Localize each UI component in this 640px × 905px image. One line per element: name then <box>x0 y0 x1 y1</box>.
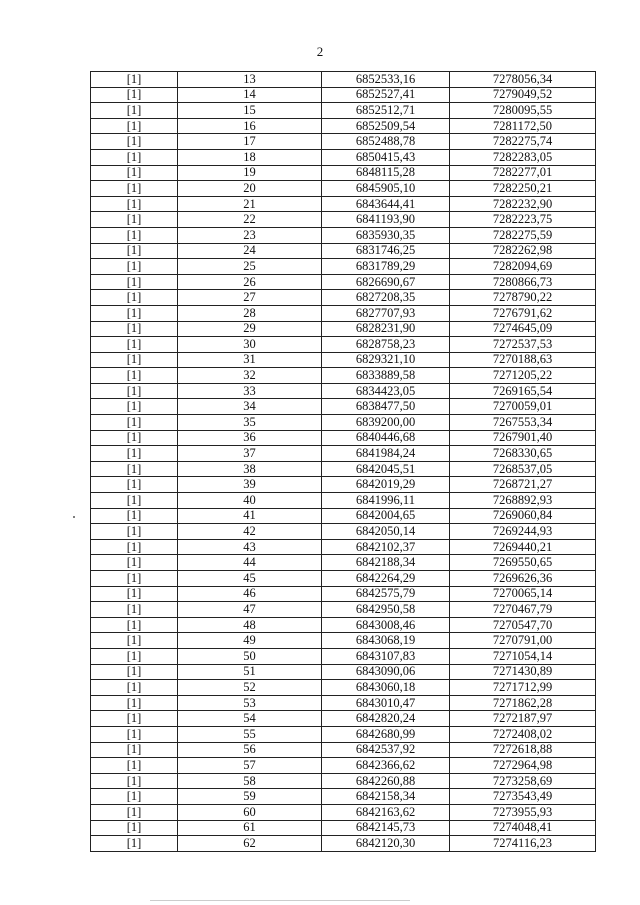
point-number-cell: 54 <box>178 711 322 727</box>
reference-cell: [1] <box>91 430 178 446</box>
table-row <box>91 602 596 618</box>
table-row <box>91 758 596 774</box>
point-number-cell: 16 <box>178 118 322 134</box>
y-coordinate-cell: 7278790,22 <box>450 290 596 306</box>
y-coordinate-cell: 7278056,34 <box>450 72 596 88</box>
x-coordinate-cell: 6828758,23 <box>322 337 450 353</box>
point-number-cell: 51 <box>178 664 322 680</box>
table-row <box>91 134 596 150</box>
y-coordinate-cell: 7272408,02 <box>450 726 596 742</box>
point-number-cell: 50 <box>178 648 322 664</box>
point-number-cell: 29 <box>178 321 322 337</box>
y-coordinate-cell: 7270059,01 <box>450 399 596 415</box>
x-coordinate-cell: 6829321,10 <box>322 352 450 368</box>
x-coordinate-cell: 6852509,54 <box>322 118 450 134</box>
point-number-cell: 19 <box>178 165 322 181</box>
x-coordinate-cell: 6842163,62 <box>322 804 450 820</box>
point-number-cell: 26 <box>178 274 322 290</box>
x-coordinate-cell: 6842102,37 <box>322 539 450 555</box>
x-coordinate-cell: 6842004,65 <box>322 508 450 524</box>
x-coordinate-cell: 6848115,28 <box>322 165 450 181</box>
table-row <box>91 508 596 524</box>
y-coordinate-cell: 7268330,65 <box>450 446 596 462</box>
reference-cell: [1] <box>91 758 178 774</box>
table-row <box>91 399 596 415</box>
x-coordinate-cell: 6831746,25 <box>322 243 450 259</box>
x-coordinate-cell: 6843010,47 <box>322 695 450 711</box>
reference-cell: [1] <box>91 695 178 711</box>
y-coordinate-cell: 7272187,97 <box>450 711 596 727</box>
reference-cell: [1] <box>91 290 178 306</box>
x-coordinate-cell: 6840446,68 <box>322 430 450 446</box>
y-coordinate-cell: 7269550,65 <box>450 555 596 571</box>
point-number-cell: 53 <box>178 695 322 711</box>
y-coordinate-cell: 7271862,28 <box>450 695 596 711</box>
point-number-cell: 47 <box>178 602 322 618</box>
reference-cell: [1] <box>91 227 178 243</box>
x-coordinate-cell: 6842158,34 <box>322 789 450 805</box>
y-coordinate-cell: 7282283,05 <box>450 149 596 165</box>
point-number-cell: 52 <box>178 680 322 696</box>
y-coordinate-cell: 7282223,75 <box>450 212 596 228</box>
y-coordinate-cell: 7280095,55 <box>450 103 596 119</box>
table-row <box>91 72 596 88</box>
point-number-cell: 41 <box>178 508 322 524</box>
table-row <box>91 617 596 633</box>
reference-cell: [1] <box>91 648 178 664</box>
y-coordinate-cell: 7272618,88 <box>450 742 596 758</box>
y-coordinate-cell: 7271712,99 <box>450 680 596 696</box>
reference-cell: [1] <box>91 87 178 103</box>
table-row <box>91 789 596 805</box>
table-row <box>91 227 596 243</box>
x-coordinate-cell: 6842820,24 <box>322 711 450 727</box>
point-number-cell: 38 <box>178 461 322 477</box>
reference-cell: [1] <box>91 493 178 509</box>
x-coordinate-cell: 6842019,29 <box>322 477 450 493</box>
y-coordinate-cell: 7279049,52 <box>450 87 596 103</box>
reference-cell: [1] <box>91 789 178 805</box>
x-coordinate-cell: 6842050,14 <box>322 524 450 540</box>
reference-cell: [1] <box>91 726 178 742</box>
y-coordinate-cell: 7270791,00 <box>450 633 596 649</box>
table-row <box>91 477 596 493</box>
y-coordinate-cell: 7269165,54 <box>450 383 596 399</box>
point-number-cell: 15 <box>178 103 322 119</box>
point-number-cell: 23 <box>178 227 322 243</box>
point-number-cell: 43 <box>178 539 322 555</box>
point-number-cell: 48 <box>178 617 322 633</box>
x-coordinate-cell: 6852512,71 <box>322 103 450 119</box>
reference-cell: [1] <box>91 446 178 462</box>
y-coordinate-cell: 7269060,84 <box>450 508 596 524</box>
reference-cell: [1] <box>91 773 178 789</box>
y-coordinate-cell: 7282250,21 <box>450 181 596 197</box>
table-row <box>91 181 596 197</box>
reference-cell: [1] <box>91 72 178 88</box>
point-number-cell: 55 <box>178 726 322 742</box>
x-coordinate-cell: 6845905,10 <box>322 181 450 197</box>
x-coordinate-cell: 6842145,73 <box>322 820 450 836</box>
table-row <box>91 352 596 368</box>
table-row <box>91 259 596 275</box>
table-row <box>91 742 596 758</box>
reference-cell: [1] <box>91 149 178 165</box>
point-number-cell: 22 <box>178 212 322 228</box>
table-row <box>91 368 596 384</box>
table-row <box>91 274 596 290</box>
point-number-cell: 32 <box>178 368 322 384</box>
table-row <box>91 695 596 711</box>
y-coordinate-cell: 7282275,59 <box>450 227 596 243</box>
table-row <box>91 446 596 462</box>
point-number-cell: 33 <box>178 383 322 399</box>
y-coordinate-cell: 7270467,79 <box>450 602 596 618</box>
y-coordinate-cell: 7271430,89 <box>450 664 596 680</box>
x-coordinate-cell: 6838477,50 <box>322 399 450 415</box>
x-coordinate-cell: 6841984,24 <box>322 446 450 462</box>
y-coordinate-cell: 7274645,09 <box>450 321 596 337</box>
reference-cell: [1] <box>91 539 178 555</box>
table-row <box>91 586 596 602</box>
reference-cell: [1] <box>91 259 178 275</box>
table-row <box>91 383 596 399</box>
reference-cell: [1] <box>91 399 178 415</box>
x-coordinate-cell: 6827208,35 <box>322 290 450 306</box>
x-coordinate-cell: 6839200,00 <box>322 415 450 431</box>
reference-cell: [1] <box>91 415 178 431</box>
y-coordinate-cell: 7272537,53 <box>450 337 596 353</box>
y-coordinate-cell: 7280866,73 <box>450 274 596 290</box>
table-row <box>91 664 596 680</box>
point-number-cell: 24 <box>178 243 322 259</box>
x-coordinate-cell: 6842680,99 <box>322 726 450 742</box>
reference-cell: [1] <box>91 383 178 399</box>
table-row <box>91 415 596 431</box>
y-coordinate-cell: 7282262,98 <box>450 243 596 259</box>
table-row <box>91 680 596 696</box>
y-coordinate-cell: 7281172,50 <box>450 118 596 134</box>
x-coordinate-cell: 6842950,58 <box>322 602 450 618</box>
table-row <box>91 804 596 820</box>
table-row <box>91 243 596 259</box>
point-number-cell: 42 <box>178 524 322 540</box>
x-coordinate-cell: 6842260,88 <box>322 773 450 789</box>
table-row <box>91 493 596 509</box>
point-number-cell: 45 <box>178 571 322 587</box>
point-number-cell: 39 <box>178 477 322 493</box>
table-row <box>91 118 596 134</box>
x-coordinate-cell: 6852527,41 <box>322 87 450 103</box>
table-row <box>91 290 596 306</box>
point-number-cell: 27 <box>178 290 322 306</box>
reference-cell: [1] <box>91 461 178 477</box>
x-coordinate-cell: 6842264,29 <box>322 571 450 587</box>
x-coordinate-cell: 6842120,30 <box>322 836 450 852</box>
reference-cell: [1] <box>91 134 178 150</box>
reference-cell: [1] <box>91 524 178 540</box>
reference-cell: [1] <box>91 571 178 587</box>
scan-edge-line <box>150 900 410 901</box>
point-number-cell: 59 <box>178 789 322 805</box>
reference-cell: [1] <box>91 664 178 680</box>
x-coordinate-cell: 6852533,16 <box>322 72 450 88</box>
y-coordinate-cell: 7267553,34 <box>450 415 596 431</box>
table-row <box>91 430 596 446</box>
reference-cell: [1] <box>91 602 178 618</box>
point-number-cell: 61 <box>178 820 322 836</box>
x-coordinate-cell: 6834423,05 <box>322 383 450 399</box>
reference-cell: [1] <box>91 337 178 353</box>
table-row <box>91 305 596 321</box>
table-row <box>91 337 596 353</box>
y-coordinate-cell: 7282275,74 <box>450 134 596 150</box>
reference-cell: [1] <box>91 804 178 820</box>
y-coordinate-cell: 7267901,40 <box>450 430 596 446</box>
scan-speck <box>73 516 75 518</box>
y-coordinate-cell: 7268892,93 <box>450 493 596 509</box>
reference-cell: [1] <box>91 165 178 181</box>
y-coordinate-cell: 7282094,69 <box>450 259 596 275</box>
y-coordinate-cell: 7269244,93 <box>450 524 596 540</box>
y-coordinate-cell: 7274048,41 <box>450 820 596 836</box>
x-coordinate-cell: 6827707,93 <box>322 305 450 321</box>
coordinates-table-body <box>91 72 596 852</box>
reference-cell: [1] <box>91 368 178 384</box>
point-number-cell: 13 <box>178 72 322 88</box>
x-coordinate-cell: 6843060,18 <box>322 680 450 696</box>
x-coordinate-cell: 6843090,06 <box>322 664 450 680</box>
y-coordinate-cell: 7270547,70 <box>450 617 596 633</box>
point-number-cell: 17 <box>178 134 322 150</box>
table-row <box>91 461 596 477</box>
reference-cell: [1] <box>91 103 178 119</box>
reference-cell: [1] <box>91 836 178 852</box>
table-row <box>91 165 596 181</box>
x-coordinate-cell: 6843068,19 <box>322 633 450 649</box>
point-number-cell: 58 <box>178 773 322 789</box>
x-coordinate-cell: 6831789,29 <box>322 259 450 275</box>
reference-cell: [1] <box>91 181 178 197</box>
x-coordinate-cell: 6852488,78 <box>322 134 450 150</box>
table-row <box>91 571 596 587</box>
reference-cell: [1] <box>91 196 178 212</box>
point-number-cell: 35 <box>178 415 322 431</box>
reference-cell: [1] <box>91 555 178 571</box>
y-coordinate-cell: 7271205,22 <box>450 368 596 384</box>
table-row <box>91 103 596 119</box>
reference-cell: [1] <box>91 477 178 493</box>
point-number-cell: 14 <box>178 87 322 103</box>
point-number-cell: 30 <box>178 337 322 353</box>
point-number-cell: 20 <box>178 181 322 197</box>
y-coordinate-cell: 7269626,36 <box>450 571 596 587</box>
point-number-cell: 18 <box>178 149 322 165</box>
x-coordinate-cell: 6835930,35 <box>322 227 450 243</box>
table-row <box>91 196 596 212</box>
table-row <box>91 836 596 852</box>
point-number-cell: 44 <box>178 555 322 571</box>
table-row <box>91 539 596 555</box>
y-coordinate-cell: 7268537,05 <box>450 461 596 477</box>
reference-cell: [1] <box>91 742 178 758</box>
reference-cell: [1] <box>91 617 178 633</box>
reference-cell: [1] <box>91 352 178 368</box>
point-number-cell: 31 <box>178 352 322 368</box>
point-number-cell: 57 <box>178 758 322 774</box>
point-number-cell: 36 <box>178 430 322 446</box>
x-coordinate-cell: 6841193,90 <box>322 212 450 228</box>
table-row <box>91 726 596 742</box>
point-number-cell: 46 <box>178 586 322 602</box>
point-number-cell: 25 <box>178 259 322 275</box>
x-coordinate-cell: 6842575,79 <box>322 586 450 602</box>
y-coordinate-cell: 7270188,63 <box>450 352 596 368</box>
table-row <box>91 212 596 228</box>
x-coordinate-cell: 6843644,41 <box>322 196 450 212</box>
x-coordinate-cell: 6826690,67 <box>322 274 450 290</box>
reference-cell: [1] <box>91 633 178 649</box>
reference-cell: [1] <box>91 586 178 602</box>
y-coordinate-cell: 7282232,90 <box>450 196 596 212</box>
x-coordinate-cell: 6842366,62 <box>322 758 450 774</box>
y-coordinate-cell: 7271054,14 <box>450 648 596 664</box>
y-coordinate-cell: 7276791,62 <box>450 305 596 321</box>
y-coordinate-cell: 7270065,14 <box>450 586 596 602</box>
point-number-cell: 49 <box>178 633 322 649</box>
point-number-cell: 37 <box>178 446 322 462</box>
reference-cell: [1] <box>91 321 178 337</box>
y-coordinate-cell: 7282277,01 <box>450 165 596 181</box>
table-row <box>91 555 596 571</box>
y-coordinate-cell: 7268721,27 <box>450 477 596 493</box>
x-coordinate-cell: 6842188,34 <box>322 555 450 571</box>
table-row <box>91 321 596 337</box>
point-number-cell: 60 <box>178 804 322 820</box>
page-number: 2 <box>316 44 324 59</box>
point-number-cell: 34 <box>178 399 322 415</box>
y-coordinate-cell: 7273543,49 <box>450 789 596 805</box>
reference-cell: [1] <box>91 212 178 228</box>
reference-cell: [1] <box>91 711 178 727</box>
point-number-cell: 62 <box>178 836 322 852</box>
reference-cell: [1] <box>91 305 178 321</box>
x-coordinate-cell: 6843107,83 <box>322 648 450 664</box>
reference-cell: [1] <box>91 274 178 290</box>
y-coordinate-cell: 7273955,93 <box>450 804 596 820</box>
reference-cell: [1] <box>91 243 178 259</box>
x-coordinate-cell: 6842537,92 <box>322 742 450 758</box>
reference-cell: [1] <box>91 820 178 836</box>
y-coordinate-cell: 7272964,98 <box>450 758 596 774</box>
x-coordinate-cell: 6850415,43 <box>322 149 450 165</box>
table-row <box>91 820 596 836</box>
table-row <box>91 633 596 649</box>
x-coordinate-cell: 6841996,11 <box>322 493 450 509</box>
table-row <box>91 149 596 165</box>
point-number-cell: 40 <box>178 493 322 509</box>
point-number-cell: 56 <box>178 742 322 758</box>
y-coordinate-cell: 7269440,21 <box>450 539 596 555</box>
coordinates-table <box>90 71 596 852</box>
reference-cell: [1] <box>91 118 178 134</box>
x-coordinate-cell: 6828231,90 <box>322 321 450 337</box>
y-coordinate-cell: 7274116,23 <box>450 836 596 852</box>
reference-cell: [1] <box>91 680 178 696</box>
table-row <box>91 87 596 103</box>
point-number-cell: 28 <box>178 305 322 321</box>
table-row <box>91 524 596 540</box>
y-coordinate-cell: 7273258,69 <box>450 773 596 789</box>
table-row <box>91 711 596 727</box>
x-coordinate-cell: 6842045,51 <box>322 461 450 477</box>
table-row <box>91 773 596 789</box>
point-number-cell: 21 <box>178 196 322 212</box>
reference-cell: [1] <box>91 508 178 524</box>
x-coordinate-cell: 6843008,46 <box>322 617 450 633</box>
x-coordinate-cell: 6833889,58 <box>322 368 450 384</box>
table-row <box>91 648 596 664</box>
